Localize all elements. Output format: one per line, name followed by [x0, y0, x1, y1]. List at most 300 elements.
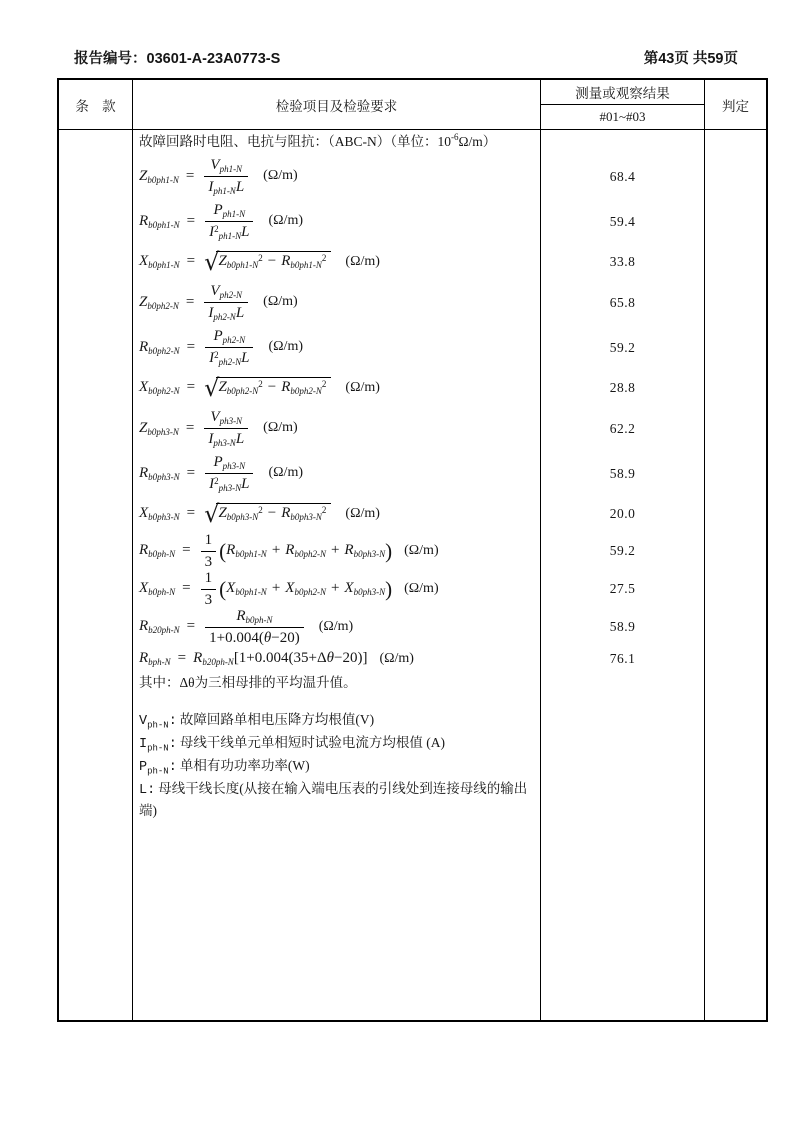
math-text: 1: [204, 531, 213, 548]
result-value: 58.9: [609, 619, 636, 634]
math-var: [209, 475, 241, 494]
note-text: 其中：Δθ为三相母排的平均温升值。: [139, 674, 357, 690]
math-operator: −: [267, 504, 277, 521]
math-symbol: R: [285, 542, 295, 559]
result-empty-row: [541, 710, 704, 733]
math-var: [281, 506, 326, 522]
math-symbol: I: [209, 224, 215, 240]
math-subscript: b0ph3-N: [353, 549, 386, 560]
math-fraction: [205, 453, 253, 494]
math-superscript: 2: [321, 252, 327, 263]
equals-sign: =: [185, 293, 195, 310]
math-var: [139, 506, 180, 522]
math-subscript: b20ph-N: [148, 625, 180, 636]
math-fraction: [201, 569, 217, 610]
math-var: [236, 304, 244, 323]
legend-symbol: $P_{ph-N}$: [139, 760, 169, 777]
math-superscript: 2: [258, 252, 263, 263]
legend-symbol-subscript: ph-N: [147, 720, 169, 731]
math-symbol: Z: [218, 252, 227, 269]
result-empty-row: [541, 756, 704, 779]
page-top-header: [74, 47, 738, 68]
legend-colon: :: [147, 783, 156, 798]
result-value: 59.2: [609, 543, 636, 558]
math-symbol: X: [226, 580, 236, 597]
equals-sign: =: [186, 505, 196, 522]
math-denominator: [205, 628, 304, 648]
math-subscript: b0ph3-N: [353, 587, 386, 598]
radical-icon: √: [204, 499, 220, 528]
close-paren: ): [385, 576, 393, 601]
math-subscript: b0ph1-N: [147, 174, 179, 185]
math-var: [281, 380, 326, 396]
math-symbol: Z: [139, 167, 148, 184]
result-value: 65.8: [609, 294, 636, 310]
math-symbol: L: [235, 431, 245, 447]
math-var: [208, 178, 236, 197]
unit-label: (Ω/m): [379, 650, 414, 666]
math-var: [139, 295, 179, 311]
unit-label: (Ω/m): [345, 505, 380, 521]
math-var: [213, 327, 245, 346]
math-var: [241, 475, 249, 494]
formula-row: [133, 154, 540, 199]
math-operator: +: [330, 542, 340, 559]
math-symbol: Z: [218, 504, 227, 521]
math-fraction: [204, 282, 248, 323]
equals-sign: =: [182, 580, 191, 597]
math-var: [210, 282, 242, 301]
result-value: 76.1: [609, 651, 636, 666]
formula-row: [133, 199, 540, 244]
math-var: [218, 380, 262, 396]
math-symbol: R: [139, 542, 149, 559]
title-row: [133, 130, 540, 154]
math-var: [236, 178, 244, 197]
math-radicand: [216, 251, 331, 270]
math-subscript: b0ph2-N: [148, 386, 180, 397]
math-subscript: ph3-N: [219, 416, 243, 427]
math-symbol: P: [213, 454, 223, 471]
unit-label: (Ω/m): [268, 213, 303, 229]
section-title-unit: Ω/m）: [458, 133, 497, 149]
math-text: −20)]: [334, 650, 368, 667]
math-subscript: b0ph1-N: [235, 587, 267, 598]
legend-symbol-subscript: ph-N: [147, 743, 169, 754]
math-fraction: [204, 408, 248, 449]
math-fraction: [205, 201, 253, 242]
math-symbol: I: [209, 476, 215, 492]
result-value: 33.8: [609, 254, 636, 269]
math-var: [139, 466, 180, 482]
math-symbol: P: [213, 328, 223, 345]
math-subscript: ph1-N: [218, 231, 242, 241]
section-title-text: 故障回路时电阻、电抗与阻抗：（ABC-N）（单位：10: [139, 133, 452, 149]
math-text: [1+0.004(35+Δ: [233, 650, 327, 667]
math-superscript: 2: [258, 378, 263, 389]
note-row: [133, 672, 540, 694]
equals-sign: =: [186, 618, 196, 635]
math-text: 1: [204, 569, 213, 586]
unit-label: (Ω/m): [268, 465, 303, 481]
legend-symbol: $V_{ph-N}$: [139, 714, 169, 731]
unit-label: (Ω/m): [404, 542, 439, 558]
result-empty-row: [541, 694, 704, 710]
math-subscript: b0ph-N: [245, 614, 273, 625]
table-body: [59, 130, 766, 1020]
result-empty-row: [541, 130, 704, 154]
math-var: [213, 453, 245, 472]
result-value: 58.9: [609, 465, 636, 481]
math-var: [208, 304, 236, 323]
math-denominator: [205, 474, 253, 494]
open-paren: (: [219, 538, 227, 563]
math-subscript: b0ph1-N: [148, 219, 180, 230]
math-subscript: ph3-N: [213, 438, 236, 448]
math-symbol: Z: [139, 293, 148, 310]
result-column: [541, 130, 705, 1020]
result-value: 27.5: [609, 581, 636, 596]
math-symbol: X: [344, 580, 354, 597]
gap-row: [133, 694, 540, 710]
math-superscript: 2: [214, 350, 219, 360]
math-var: [208, 430, 236, 449]
clause-cell: [59, 130, 133, 1020]
math-subscript: ph3-N: [222, 461, 246, 472]
math-text: 3: [204, 591, 213, 608]
math-var: [139, 543, 175, 559]
formula-row: [133, 646, 540, 672]
legend-description: 母线干线单元单相短时试验电流方均根值 (A): [179, 735, 445, 750]
math-sqrt: [204, 373, 331, 402]
legend-description: 单相有功功率功率(W): [179, 758, 310, 773]
math-numerator: [204, 156, 248, 177]
math-var: [226, 543, 267, 559]
math-var: [218, 254, 262, 270]
math-text: −20): [271, 629, 300, 646]
math-var: [139, 380, 180, 396]
math-subscript: b0ph3-N: [148, 471, 180, 482]
math-symbol: R: [281, 252, 291, 269]
math-symbol: X: [139, 580, 149, 597]
math-var: [344, 581, 385, 597]
math-subscript: b0ph2-N: [294, 587, 326, 598]
math-var: [139, 169, 179, 185]
formula-row: [133, 406, 540, 451]
math-numerator: [205, 453, 253, 474]
math-var: [210, 156, 242, 175]
math-symbol: V: [210, 283, 220, 300]
math-var: [236, 607, 272, 626]
math-var: [139, 340, 180, 356]
math-symbol: R: [281, 378, 291, 395]
result-value: 59.2: [609, 339, 636, 355]
math-subscript: b0ph2-N: [148, 345, 180, 356]
math-superscript: 2: [258, 504, 263, 515]
equals-sign: =: [177, 650, 187, 667]
math-radicand: [216, 377, 331, 396]
math-var: [139, 214, 180, 230]
inspection-table: [57, 78, 768, 1022]
math-var: [344, 543, 385, 559]
equals-sign: =: [186, 338, 196, 355]
unit-label: (Ω/m): [263, 168, 298, 184]
math-subscript: b0ph1-N: [235, 549, 267, 560]
math-symbol: Z: [218, 378, 227, 395]
item-filler: [133, 823, 540, 1020]
math-subscript: ph2-N: [219, 290, 243, 301]
math-denominator: [204, 177, 248, 197]
formula-row: [133, 280, 540, 325]
math-radicand: [216, 503, 331, 522]
math-symbol: R: [344, 542, 354, 559]
result-filler: [541, 823, 704, 1020]
math-symbol: X: [139, 253, 149, 270]
equals-sign: =: [185, 167, 195, 184]
equals-sign: =: [186, 253, 196, 270]
math-var: [241, 349, 249, 368]
math-symbol: I: [208, 305, 214, 321]
legend-symbol: $I_{ph-N}$: [139, 737, 169, 754]
page-indicator: 第43页 共59页: [643, 51, 738, 67]
math-var: [226, 581, 267, 597]
math-symbol: I: [208, 431, 214, 447]
math-numerator: [205, 327, 253, 348]
math-denominator: [205, 348, 253, 368]
math-fraction: [205, 327, 253, 368]
legend-row: [133, 779, 540, 823]
math-symbol: L: [241, 224, 250, 240]
math-var: [285, 543, 326, 559]
math-symbol: I: [208, 179, 214, 195]
math-symbol: R: [139, 464, 149, 481]
legend-row: [133, 710, 540, 733]
math-subscript: ph1-N: [219, 164, 243, 175]
math-subscript: ph2-N: [222, 335, 246, 346]
math-var: [264, 629, 271, 648]
equals-sign: =: [185, 419, 195, 436]
math-symbol: I: [209, 350, 215, 366]
math-symbol: L: [235, 305, 245, 321]
math-subscript: ph1-N: [213, 186, 236, 196]
math-subscript: b0ph1-N: [226, 259, 259, 270]
math-numerator: [204, 282, 248, 303]
math-numerator: [201, 569, 217, 590]
math-symbol: R: [236, 607, 246, 624]
formula-row: [133, 608, 540, 646]
math-denominator: [205, 222, 253, 242]
math-fraction: [201, 531, 217, 572]
math-fraction: [205, 607, 304, 648]
header-result: [541, 80, 705, 129]
judgment-cell: [705, 130, 766, 1020]
math-symbol: R: [281, 504, 291, 521]
math-text: 1+0.004(: [209, 629, 264, 646]
legend-colon: :: [168, 714, 177, 729]
header-judgment: 判定: [722, 98, 749, 114]
math-symbol: V: [210, 157, 220, 174]
math-superscript: 2: [321, 378, 327, 389]
formula-row: [133, 570, 540, 608]
math-subscript: ph3-N: [218, 483, 242, 493]
formula-row: [133, 370, 540, 406]
math-superscript: 2: [214, 476, 219, 486]
math-subscript: b0ph-N: [148, 587, 176, 598]
unit-label: (Ω/m): [263, 294, 298, 310]
equals-sign: =: [186, 212, 196, 229]
item-column: [133, 130, 541, 1020]
math-subscript: b0ph2-N: [147, 300, 179, 311]
math-var: [193, 651, 234, 667]
math-subscript: ph1-N: [222, 209, 246, 220]
math-denominator: [204, 429, 248, 449]
math-var: [327, 651, 334, 667]
radical-icon: √: [204, 247, 220, 276]
math-var: [218, 506, 262, 522]
legend-description: 故障回路单相电压降方均根值(V): [179, 712, 375, 727]
math-operator: −: [267, 378, 277, 395]
math-subscript: b0ph1-N: [148, 260, 180, 271]
math-symbol: P: [213, 202, 223, 219]
math-numerator: [205, 201, 253, 222]
formula-row: [133, 532, 540, 570]
math-var: [139, 651, 171, 667]
math-sqrt: [204, 499, 331, 528]
math-subscript: b20ph-N: [202, 657, 234, 668]
math-var: [236, 430, 244, 449]
math-parenthesized: [219, 576, 393, 601]
math-var: [209, 223, 241, 242]
math-var: [139, 581, 175, 597]
equals-sign: =: [186, 464, 196, 481]
math-symbol: L: [241, 476, 250, 492]
math-symbol: R: [139, 338, 149, 355]
math-subscript: ph2-N: [213, 312, 236, 322]
math-subscript: b0ph3-N: [147, 426, 179, 437]
math-subscript: b0ph2-N: [226, 385, 259, 396]
math-numerator: [205, 607, 304, 628]
math-symbol: R: [139, 212, 149, 229]
open-paren: (: [219, 576, 227, 601]
math-operator: −: [267, 252, 277, 269]
math-operator: +: [271, 542, 281, 559]
result-empty-row: [541, 779, 704, 823]
result-value: 20.0: [609, 506, 636, 521]
formula-row: [133, 451, 540, 496]
math-operator: +: [330, 580, 340, 597]
math-symbol: R: [139, 650, 149, 667]
formula-row: [133, 244, 540, 280]
math-var: [139, 619, 180, 635]
math-denominator: [204, 303, 248, 323]
math-subscript: b0ph3-N: [226, 511, 259, 522]
math-subscript: b0ph3-N: [148, 512, 180, 523]
legend-colon: :: [168, 760, 177, 775]
math-subscript: ph2-N: [218, 357, 242, 367]
legend-symbol-subscript: ph-N: [147, 766, 169, 777]
math-var: [209, 349, 241, 368]
math-var: [213, 201, 245, 220]
result-value: 59.4: [609, 213, 636, 229]
math-subscript: b0ph3-N: [290, 511, 322, 522]
math-symbol: X: [139, 505, 149, 522]
math-subscript: b0ph2-N: [290, 385, 322, 396]
legend-row: [133, 756, 540, 779]
unit-label: (Ω/m): [263, 420, 298, 436]
radical-icon: √: [204, 373, 220, 402]
math-subscript: bph-N: [148, 657, 171, 668]
math-var: [210, 408, 242, 427]
result-value: 62.2: [609, 420, 636, 436]
section-title-exponent: -6: [451, 132, 459, 143]
unit-label: (Ω/m): [345, 253, 380, 269]
legend-row: [133, 733, 540, 756]
header-item: 检验项目及检验要求: [133, 80, 541, 129]
result-empty-row: [541, 733, 704, 756]
math-symbol: R: [193, 650, 203, 667]
math-symbol: L: [241, 350, 250, 366]
math-var: [285, 581, 326, 597]
unit-label: (Ω/m): [404, 580, 439, 596]
result-empty-row: [541, 672, 704, 694]
math-subscript: b0ph-N: [148, 549, 176, 560]
equals-sign: =: [186, 379, 196, 396]
formula-row: [133, 325, 540, 370]
math-subscript: b0ph2-N: [294, 549, 326, 560]
math-var: [139, 254, 180, 270]
math-symbol: V: [210, 409, 220, 426]
math-numerator: [201, 531, 217, 552]
math-symbol: X: [285, 580, 295, 597]
math-var: [139, 421, 179, 437]
math-symbol: X: [139, 379, 149, 396]
close-paren: ): [385, 538, 393, 563]
header-result-title: 测量或观察结果: [541, 80, 704, 105]
header-result-range: #01~#03: [599, 109, 646, 124]
legend-description: 母线干线长度(从接在输入端电压表的引线处到连接母线的输出端): [139, 781, 528, 818]
math-var: [281, 254, 326, 270]
math-sqrt: [204, 247, 331, 276]
math-text: 3: [204, 553, 213, 570]
result-value: 68.4: [609, 168, 636, 184]
math-symbol: R: [139, 618, 149, 635]
table-header-row: [59, 80, 766, 130]
math-parenthesized: [219, 538, 393, 563]
legend-symbol: L: [139, 783, 148, 798]
legend-colon: :: [168, 737, 177, 752]
math-symbol: θ: [326, 650, 334, 667]
unit-label: (Ω/m): [268, 339, 303, 355]
math-symbol: Z: [139, 419, 148, 436]
math-var: [241, 223, 249, 242]
result-value: 28.8: [609, 380, 636, 395]
math-symbol: R: [226, 542, 236, 559]
unit-label: (Ω/m): [318, 618, 354, 634]
header-clause: 条 款: [59, 80, 133, 129]
formula-row: [133, 496, 540, 532]
math-fraction: [204, 156, 248, 197]
math-superscript: 2: [214, 224, 219, 234]
math-numerator: [204, 408, 248, 429]
math-symbol: L: [235, 179, 245, 195]
math-operator: +: [271, 580, 281, 597]
math-symbol: θ: [263, 629, 272, 646]
report-number: 报告编号：03601-A-23A0773-S: [74, 51, 281, 67]
math-subscript: b0ph1-N: [290, 259, 322, 270]
equals-sign: =: [182, 542, 191, 559]
unit-label: (Ω/m): [345, 379, 380, 395]
math-superscript: 2: [321, 504, 327, 515]
